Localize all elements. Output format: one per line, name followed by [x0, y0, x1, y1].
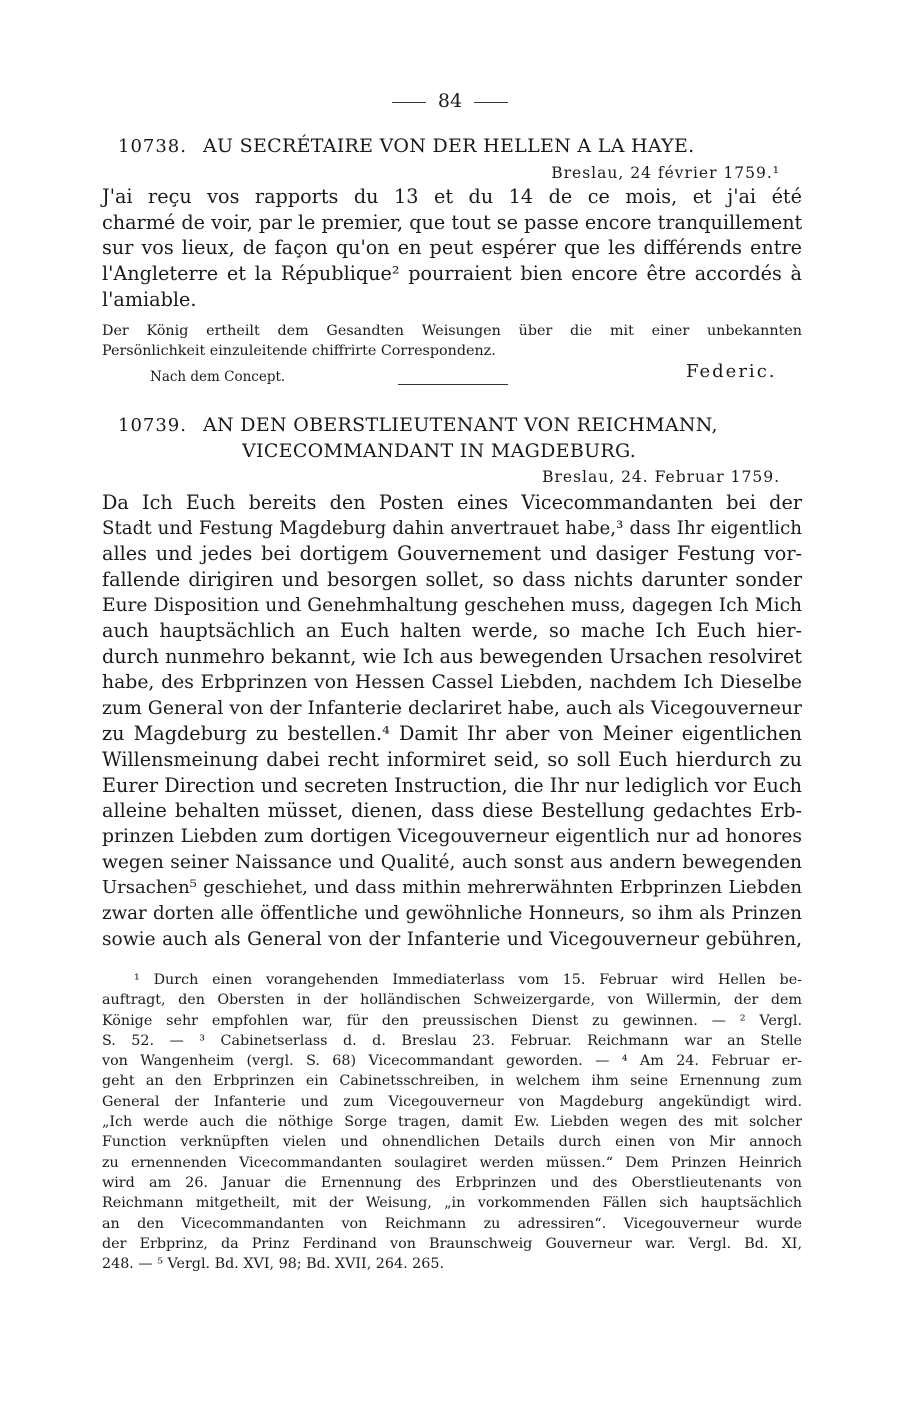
- doc2-body-line: auch hauptsächlich an Euch halten werde, so mache Ich Euch hier-: [102, 619, 802, 643]
- doc2-body-line: Eure Disposition und Genehmhaltung geschehen muss, dagegen Ich Mich: [102, 594, 802, 616]
- footnote-line: geht an den Erbprinzen ein Cabinetsschreiben, in welchem ihm seine Ernennung zum: [102, 1073, 802, 1090]
- doc2-body-line: sowie auch als General von der Infanterie und Vicegouverneur gebühren,: [102, 928, 802, 950]
- doc2-body-line: alleine behalten müsset, dienen, dass diese Bestellung gedachtes Erb-: [102, 799, 802, 823]
- doc2-title-line1: AN DEN OBERSTLIEUTENANT VON REICHMANN,: [202, 414, 718, 436]
- doc2-body-line: zwar dorten alle öffentliche und gewöhnliche Honneurs, so ihm als Prinzen: [102, 903, 802, 924]
- doc1-body: [102, 184, 802, 312]
- footnote-line: Reichmann mitgetheilt, mit der Weisung, „in vorkommenden Fällen sich hauptsächlich: [102, 1195, 802, 1212]
- page-number-text: 84: [437, 90, 463, 112]
- doc2-body-line: habe, des Erbprinzen von Hessen Cassel Liebden, nachdem Ich Dieselbe: [102, 671, 802, 693]
- footnote-line: Function verknüpften vielen und ohnendlichen Details durch einen von Mir annoch: [102, 1134, 802, 1151]
- doc2-body-line: Stadt und Festung Magdeburg dahin anvertrauet habe,³ dass Ihr eigentlich: [102, 517, 802, 539]
- doc2-body: [102, 490, 802, 952]
- doc2-title-line2: VICECOMMANDANT IN MAGDEBURG.: [242, 440, 637, 462]
- doc1-summary: [102, 321, 802, 362]
- page-number: [0, 90, 900, 112]
- doc2-body-line: zum General von der Infanterie declariret habe, auch als Vicegouverneur: [102, 697, 802, 719]
- doc2-body-line: wegen seiner Naissance und Qualité, auch sonst aus andern bewegenden: [102, 851, 802, 873]
- footnotes: [102, 970, 802, 1274]
- doc1-body-line: l'Angleterre et la République² pourraient bien encore être accordés à: [102, 262, 802, 286]
- footnote-line: General der Infanterie und zum Vicegouverneur von Magdeburg angekündigt wird.: [102, 1093, 802, 1110]
- footnote-line: von Wangenheim (vergl. S. 68) Vicecommandant geworden. — ⁴ Am 24. Februar er-: [102, 1053, 802, 1070]
- doc1-signature: Federic.: [686, 361, 777, 382]
- doc1-body-line: sur vos lieux, de façon qu'on en peut espérer que les différends entre: [102, 236, 802, 260]
- doc1-title: AU SECRÉTAIRE VON DER HELLEN A LA HAYE.: [202, 135, 695, 157]
- doc2-body-line: Willensmeinung dabei recht informiret seid, so soll Euch hierdurch zu: [102, 747, 802, 771]
- footnote-line: an den Vicecommandanten von Reichmann zu adressiren“. Vicegouverneur wurde: [102, 1215, 802, 1232]
- doc1-number: 10738.: [118, 136, 187, 157]
- doc1-body-line: charmé de voir, par le premier, que tout se passe encore tranquillement: [102, 210, 803, 234]
- page-number-dash-right: [474, 102, 508, 103]
- doc2-body-line: fallende dirigiren und besorgen sollet, so dass nichts darunter sonder: [102, 568, 802, 592]
- footnote-line: wird am 26. Januar die Ernennung des Erbprinzen und des Oberstlieutenants von: [102, 1174, 802, 1191]
- doc2-body-line: Da Ich Euch bereits den Posten eines Vicecommandanten bei der: [102, 491, 802, 514]
- doc2-body-line: durch nunmehro bekannt, wie Ich aus bewegenden Ursachen resolviret: [102, 645, 802, 669]
- doc1-body-line: J'ai reçu vos rapports du 13 et du 14 de ce mois, et j'ai été: [102, 185, 802, 208]
- doc1-separator-rule: [398, 384, 508, 385]
- footnote-line: auftragt, den Obersten in der holländischen Schweizergarde, von Willermin, der dem: [102, 992, 802, 1009]
- footnote-line: der Erbprinz, da Prinz Ferdinand von Braunschweig Gouverneur war. Vergl. Bd. XI,: [102, 1235, 802, 1252]
- doc1-body-line: l'amiable.: [102, 287, 197, 311]
- doc2-body-line: zu Magdeburg zu bestellen.⁴ Damit Ihr aber von Meiner eigentlichen: [102, 722, 802, 746]
- footnote-line: „Ich werde auch die nöthige Sorge tragen, damit Ew. Liebden wegen des mit solcher: [102, 1114, 802, 1131]
- footnote-line: zu ernennenden Vicecommandanten soulagiret werden müssen.“ Dem Prinzen Heinrich: [102, 1154, 802, 1171]
- doc1-dateline: Breslau, 24 février 1759.¹: [551, 164, 780, 182]
- doc1-summary-line: Der König ertheilt dem Gesandten Weisungen über die mit einer unbekannten: [102, 323, 802, 339]
- doc2-body-line: prinzen Liebden zum dortigen Vicegouverneur eigentlich nur ad honores: [102, 825, 802, 847]
- doc2-number: 10739.: [118, 415, 187, 436]
- doc1-source: Nach dem Concept.: [150, 369, 286, 385]
- doc2-heading: [118, 414, 718, 436]
- footnote-line: Könige sehr empfohlen war, für den preussischen Dienst zu gewinnen. — ² Vergl.: [102, 1012, 802, 1029]
- footnote-line: ¹ Durch einen vorangehenden Immediaterlass vom 15. Februar wird Hellen be-: [134, 972, 802, 988]
- footnote-line: 248. — ⁵ Vergl. Bd. XVI, 98; Bd. XVII, 264. 265.: [102, 1256, 445, 1273]
- doc2-body-line: Ursachen⁵ geschiehet, und dass mithin mehrerwähnten Erbprinzen Liebden: [102, 877, 802, 899]
- doc2-dateline: Breslau, 24. Februar 1759.: [542, 468, 780, 486]
- footnote-line: S. 52. — ³ Cabinetserlass d. d. Breslau 23. Februar. Reichmann war an Stelle: [102, 1032, 802, 1049]
- page-number-dash-left: [392, 102, 426, 103]
- doc2-body-line: Eurer Direction und secreten Instruction, die Ihr nur lediglich vor Euch: [102, 773, 802, 797]
- doc1-summary-line: Persönlichkeit einzuleitende chiffrirte Correspondenz.: [102, 343, 496, 360]
- doc2-body-line: alles und jedes bei dortigem Gouvernement und dasiger Festung vor-: [102, 542, 802, 566]
- doc1-heading: [118, 135, 695, 157]
